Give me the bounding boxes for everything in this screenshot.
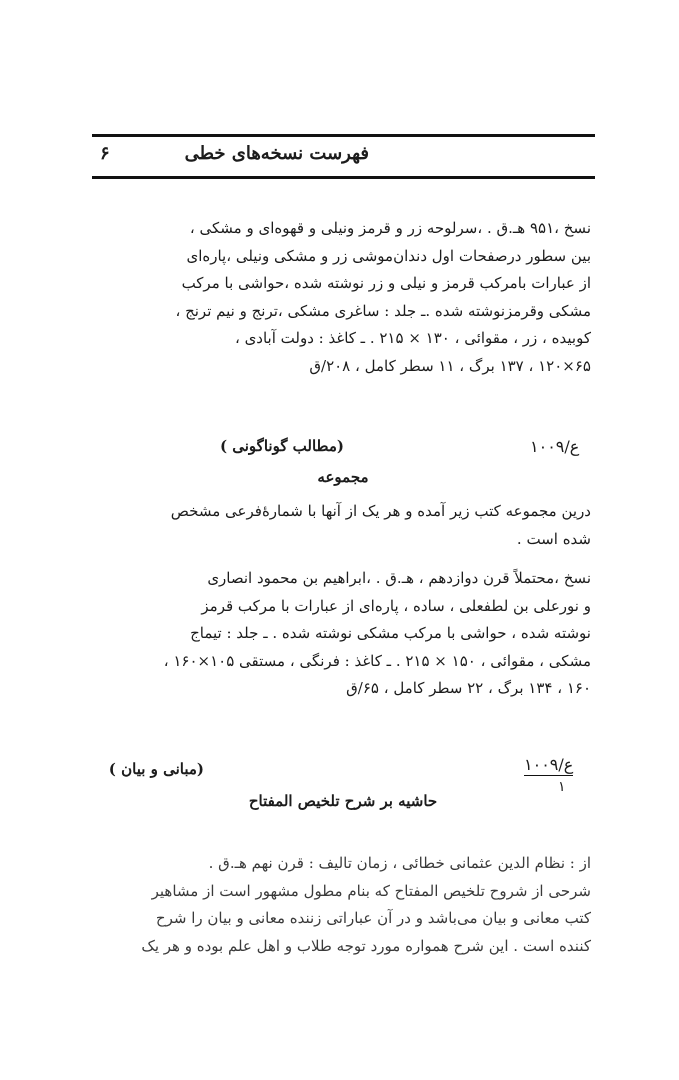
entry-description xyxy=(95,850,591,960)
entry-continuation xyxy=(95,215,591,380)
page-number: ۶ xyxy=(100,143,110,164)
text-line: نوشته شده ، حواشی با مرکب مشکی نوشته شده . ـ جلد : تیماج xyxy=(190,624,591,642)
entry-title: مجموعه xyxy=(317,468,369,486)
text-line: از عبارات بامرکب قرمز و نیلی و زر نوشته شده ،حواشی با مرکب xyxy=(181,274,591,292)
text-line: نسخ ،۹۵۱ هـ.ق . ،سرلوحه زر و قرمز ونیلی و قهوه‌ای و مشکی ، xyxy=(189,219,591,237)
entry-intro xyxy=(95,498,591,553)
text-line: نسخ ،محتملاً قرن دوازدهم ، هـ.ق . ،ابراهیم بن محمود انصاری xyxy=(207,569,591,587)
running-header-title: فهرست نسخه‌های خطی xyxy=(184,143,369,164)
shelf-mark: ع/۱۰۰۹ xyxy=(530,437,580,456)
header-rule-top xyxy=(92,134,595,137)
text-line: کتب معانی و بیان می‌باشد و در آن عباراتی زننده معانی و بیان را شرح xyxy=(155,909,591,927)
section-category: (مطالب گوناگونی ) xyxy=(219,437,344,455)
text-line: بین سطور درصفحات اول دندان‌موشی زر و مشکی ونیلی ،پاره‌ای xyxy=(186,246,591,265)
text-line: شده است . xyxy=(516,529,591,548)
header-rule-bottom xyxy=(92,176,595,179)
shelf-mark-sub: ۱ xyxy=(558,779,566,795)
text-line: و نورعلی بن لطفعلی ، ساده ، پاره‌ای از عبارات با مرکب قرمز xyxy=(201,596,591,615)
text-line: کوبیده ، زر ، مقوائی ، ۱۳۰ × ۲۱۵ . ـ کاغذ : دولت آبادی ، xyxy=(234,329,591,347)
section-category: (مبانی و بیان ) xyxy=(108,760,204,778)
text-line: شرحی از شروح تلخیص المفتاح که بنام مطول مشهور است از مشاهیر xyxy=(151,881,591,900)
text-line: درین مجموعه کتب زیر آمده و هر یک از آنها با شماره‌ٔفرعی مشخص xyxy=(170,502,591,520)
text-line: ۱۶۰ ، ۱۳۴ برگ ، ۲۲ سطر کامل ، ۶۵/ق xyxy=(346,679,591,697)
entry-title: حاشیه بر شرح تلخیص المفتاح xyxy=(248,792,438,810)
shelf-mark: ع/۱۰۰۹ xyxy=(524,755,574,774)
text-line: کننده است . این شرح همواره مورد توجه طلاب و اهل علم بوده و هر یک xyxy=(141,936,591,955)
text-line: مشکی ، مقوائی ، ۱۵۰ × ۲۱۵ . ـ کاغذ : فرنگی ، مستقی ۱۰۵×۱۶۰ ، xyxy=(163,651,591,670)
text-line: ۶۵×۱۲۰ ، ۱۳۷ برگ ، ۱۱ سطر کامل ، ۲۰۸/ق xyxy=(309,356,591,375)
text-line: از : نظام الدین عثمانی خطائی ، زمان تالیف : قرن نهم هـ.ق . xyxy=(208,854,591,872)
text-line: مشکی وقرمزنوشته شده .ـ جلد : ساغری مشکی ،ترنج و نیم ترنج ، xyxy=(175,301,591,320)
entry-description xyxy=(95,565,591,703)
